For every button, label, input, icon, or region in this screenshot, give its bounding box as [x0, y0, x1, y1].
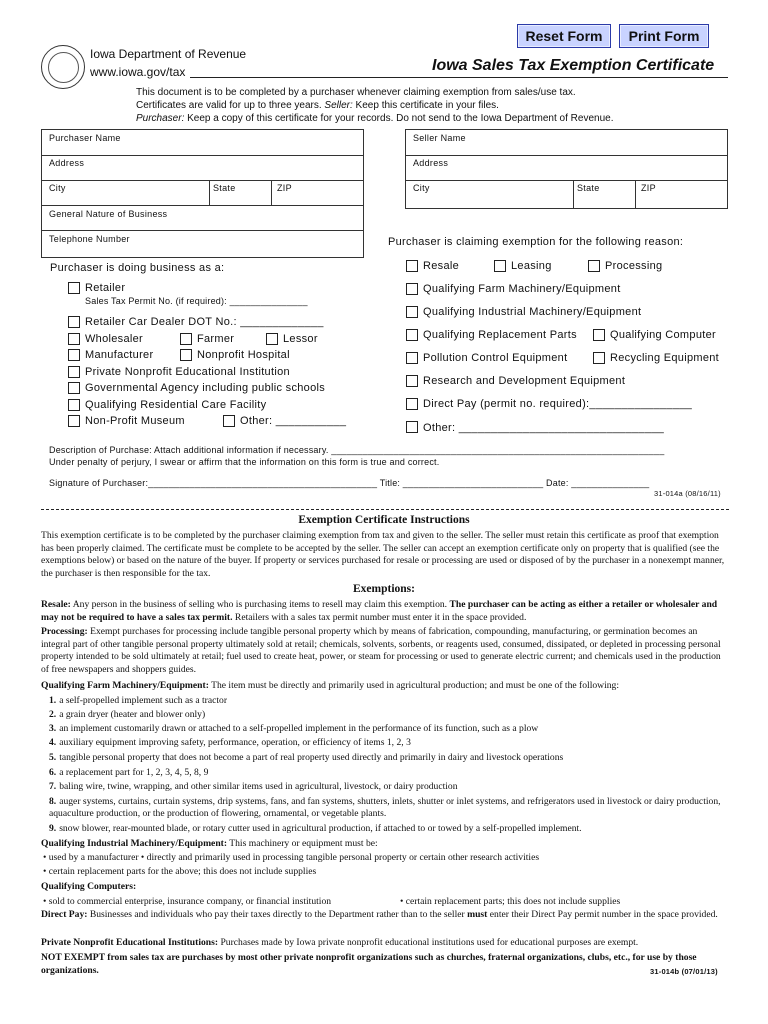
signature-line[interactable]: Signature of Purchaser:____________________________________________ Title: ___________________________ Date: _______________: [49, 478, 650, 488]
processing-label: Processing: [605, 260, 663, 272]
retailer-checkbox[interactable]: [68, 282, 80, 294]
computers-heading: Qualifying Computers:: [41, 881, 137, 892]
farm-item-7: 7. baling wire, twine, wrapping, and other similar items used in agricultural, livestock, or dairy production: [49, 781, 458, 792]
leasing-checkbox[interactable]: [494, 260, 506, 272]
resale-paragraph: Resale: Any person in the business of selling who is purchasing items to resell may claim this exemption. The purchaser can be acting as either a retailer or wholesaler and may not be required to have a sales tax permit. Retailers with a sales tax permit number must enter it in the space provided.: [41, 599, 718, 623]
recycling-equipment-label: Recycling Equipment: [610, 352, 720, 364]
retailer-label: Retailer: [85, 282, 126, 294]
telephone-field[interactable]: Telephone Number: [49, 234, 130, 244]
other-business-checkbox[interactable]: [223, 415, 235, 427]
manufacturer-label: Manufacturer: [85, 349, 154, 361]
qualifying-computer-label: Qualifying Computer: [610, 329, 716, 341]
qualifying-computer-checkbox[interactable]: [593, 329, 605, 341]
department-url: www.iowa.gov/tax: [90, 65, 186, 79]
wholesaler-checkbox[interactable]: [68, 333, 80, 345]
industrial-bullet-2: • certain replacement parts for the above; this does not include supplies: [43, 866, 317, 877]
direct-pay-label: Direct Pay (permit no. required):________________: [423, 398, 693, 410]
farm-item-4: 4. auxiliary equipment improving safety, performance, operation, or efficiency of items 1, 2, 3: [49, 737, 411, 748]
industrial-machinery-label: Qualifying Industrial Machinery/Equipment: [423, 306, 642, 318]
governmental-agency-checkbox[interactable]: [68, 382, 80, 394]
business-nature-field[interactable]: General Nature of Business: [49, 209, 168, 219]
computers-bullet-1: • sold to commercial enterprise, insurance company, or financial institution: [43, 896, 332, 907]
other-reason-checkbox[interactable]: [406, 421, 418, 433]
nonprofit-hospital-checkbox[interactable]: [180, 349, 192, 361]
farmer-checkbox[interactable]: [180, 333, 192, 345]
department-name: Iowa Department of Revenue: [90, 47, 247, 61]
industrial-machinery-checkbox[interactable]: [406, 306, 418, 318]
resale-checkbox[interactable]: [406, 260, 418, 272]
private-nonprofit-checkbox[interactable]: [68, 366, 80, 378]
farm-paragraph: Qualifying Farm Machinery/Equipment: The item must be directly and primarily used in agricultural production; and must be one of the following:: [41, 680, 620, 691]
industrial-paragraph: Qualifying Industrial Machinery/Equipment: This machinery or equipment must be:: [41, 838, 378, 849]
purchaser-address-field[interactable]: Address: [49, 158, 85, 168]
farm-item-5: 5. tangible personal property that does not become a part of real property used directly and primarily in dairy and livestock operations: [49, 752, 564, 763]
form-code-b: 31-014b (07/01/13): [650, 967, 718, 976]
manufacturer-checkbox[interactable]: [68, 349, 80, 361]
instructions-body: This exemption certificate is to be completed by the purchaser claiming exemption from tax and given to the seller. The seller must retain this certificate as proof that exemption has been properly claimed. The certificate must be complete to be accepted by the seller. The seller can accept an exemption certificate only on property that is qualified (see the exemptions below) or based on the nature of the buyer. If property or services purchased for resale or processing are used or disposed of by the purchaser in a nonexempt manner, the purchaser is then responsible for the tax.: [41, 530, 725, 579]
replacement-parts-checkbox[interactable]: [406, 329, 418, 341]
doing-business-title: Purchaser is doing business as a:: [50, 262, 225, 274]
private-nonprofit-label: Private Nonprofit Educational Institution: [85, 366, 290, 378]
nonprofit-hospital-label: Nonprofit Hospital: [197, 349, 290, 361]
form-code-a: 31-014a (08/16/11): [654, 489, 721, 498]
reset-form-button[interactable]: Reset Form: [517, 24, 611, 48]
residential-care-checkbox[interactable]: [68, 399, 80, 411]
print-form-button[interactable]: Print Form: [619, 24, 709, 48]
farm-item-8: 8. auger systems, curtains, curtain systems, drip systems, fans, and fan systems, shutters, inlets, shutter or inlet systems, and refrigerators used in livestock or dairy production, aquaculture production, or the production of flowering, ornamental, or vegetable plants.: [49, 796, 721, 819]
retailer-car-dealer-checkbox[interactable]: [68, 316, 80, 328]
perjury-statement: Under penalty of perjury, I swear or affirm that the information on this form is true and correct.: [49, 457, 440, 467]
wholesaler-label: Wholesaler: [85, 333, 144, 345]
processing-checkbox[interactable]: [588, 260, 600, 272]
pollution-control-checkbox[interactable]: [406, 352, 418, 364]
iowa-seal-logo: [41, 45, 85, 89]
intro-line-1: This document is to be completed by a purchaser whenever claiming exemption from sales/use tax.: [136, 87, 576, 98]
exemption-reason-title: Purchaser is claiming exemption for the following reason:: [388, 236, 684, 248]
replacement-parts-label: Qualifying Replacement Parts: [423, 329, 577, 341]
farm-item-3: 3. an implement customarily drawn or attached to a self-propelled implement in the performance of its function, such as a plow: [49, 723, 539, 734]
residential-care-label: Qualifying Residential Care Facility: [85, 399, 267, 411]
lessor-label: Lessor: [283, 333, 318, 345]
purchaser-city-field[interactable]: City: [49, 183, 66, 193]
recycling-equipment-checkbox[interactable]: [593, 352, 605, 364]
research-development-checkbox[interactable]: [406, 375, 418, 387]
intro-line-3: Purchaser: Keep a copy of this certificate for your records. Do not send to the Iowa Department of Revenue.: [136, 113, 614, 124]
farmer-label: Farmer: [197, 333, 235, 345]
seller-address-field[interactable]: Address: [413, 158, 449, 168]
seller-info-box: [405, 129, 728, 209]
seller-zip-field[interactable]: ZIP: [641, 183, 656, 193]
exemptions-heading: Exemptions:: [353, 583, 415, 595]
non-profit-museum-label: Non-Profit Museum: [85, 415, 185, 427]
computers-bullet-2: • certain replacement parts; this does not include supplies: [400, 896, 621, 907]
direct-pay-checkbox[interactable]: [406, 398, 418, 410]
retailer-car-dealer-label: Retailer Car Dealer DOT No.: _____________: [85, 316, 324, 328]
sales-tax-permit-field[interactable]: Sales Tax Permit No. (if required): _______________: [85, 296, 308, 306]
other-business-label: Other: ___________: [240, 415, 347, 427]
pollution-control-label: Pollution Control Equipment: [423, 352, 568, 364]
purchaser-info-box: [41, 129, 364, 258]
non-profit-museum-checkbox[interactable]: [68, 415, 80, 427]
header-rule: [190, 77, 728, 78]
description-of-purchase-field[interactable]: Description of Purchase: Attach additional information if necessary. ________________________________________________________________: [49, 445, 665, 455]
processing-paragraph: Processing: Exempt purchases for processing include tangible personal property which by means of fabrication, compounding, manufacturing, or germination becomes an integral part of other tangible personal property ultimately sold at retail; chemicals, solvents, sorbents, or reagents used, consumed, dissipated, or depleted in processing personal property intended to be sold ultimately at retail; fuel used to create heat, power, or steam for processing or used to generate electric current; and chemicals used in the production of free newspapers and shoppers guides.: [41, 626, 721, 675]
resale-label: Resale: [423, 260, 460, 272]
private-nonprofit-paragraph: Private Nonprofit Educational Institutions: Purchases made by Iowa private nonprofit educational institutions used for educational purposes are exempt.: [41, 937, 639, 948]
lessor-checkbox[interactable]: [266, 333, 278, 345]
direct-pay-paragraph: Direct Pay: Businesses and individuals who pay their taxes directly to the Department rather than to the seller must enter their Direct Pay permit number in the space provided.: [41, 909, 718, 920]
research-development-label: Research and Development Equipment: [423, 375, 626, 387]
intro-line-2: Certificates are valid for up to three years. Seller: Keep this certificate in your files.: [136, 100, 499, 111]
seller-state-field[interactable]: State: [577, 183, 600, 193]
purchaser-zip-field[interactable]: ZIP: [277, 183, 292, 193]
cut-line-divider: [41, 509, 729, 510]
farm-item-2: 2. a grain dryer (heater and blower only): [49, 709, 206, 720]
other-reason-label: Other: ________________________________: [423, 422, 665, 434]
farm-item-9: 9. snow blower, rear-mounted blade, or rotary cutter used in agricultural production, if attached to or towed by a self-propelled implement.: [49, 823, 582, 834]
seller-name-field[interactable]: Seller Name: [413, 133, 466, 143]
farm-item-1: 1. a self-propelled implement such as a tractor: [49, 695, 228, 706]
form-title: Iowa Sales Tax Exemption Certificate: [432, 57, 715, 74]
seller-city-field[interactable]: City: [413, 183, 430, 193]
instructions-heading: Exemption Certificate Instructions: [298, 514, 470, 526]
farm-machinery-checkbox[interactable]: [406, 283, 418, 295]
industrial-bullet-1: • used by a manufacturer • directly and primarily used in processing tangible personal property or certain other research activities: [43, 852, 540, 863]
purchaser-state-field[interactable]: State: [213, 183, 236, 193]
not-exempt-paragraph: NOT EXEMPT from sales tax are purchases by most other private nonprofit organizations such as churches, fraternal organizations, clubs, etc., for use by those organizations.: [41, 952, 697, 976]
leasing-label: Leasing: [511, 260, 552, 272]
farm-machinery-label: Qualifying Farm Machinery/Equipment: [423, 283, 621, 295]
purchaser-name-field[interactable]: Purchaser Name: [49, 133, 121, 143]
governmental-agency-label: Governmental Agency including public schools: [85, 382, 326, 394]
farm-item-6: 6. a replacement part for 1, 2, 3, 4, 5, 8, 9: [49, 767, 209, 778]
